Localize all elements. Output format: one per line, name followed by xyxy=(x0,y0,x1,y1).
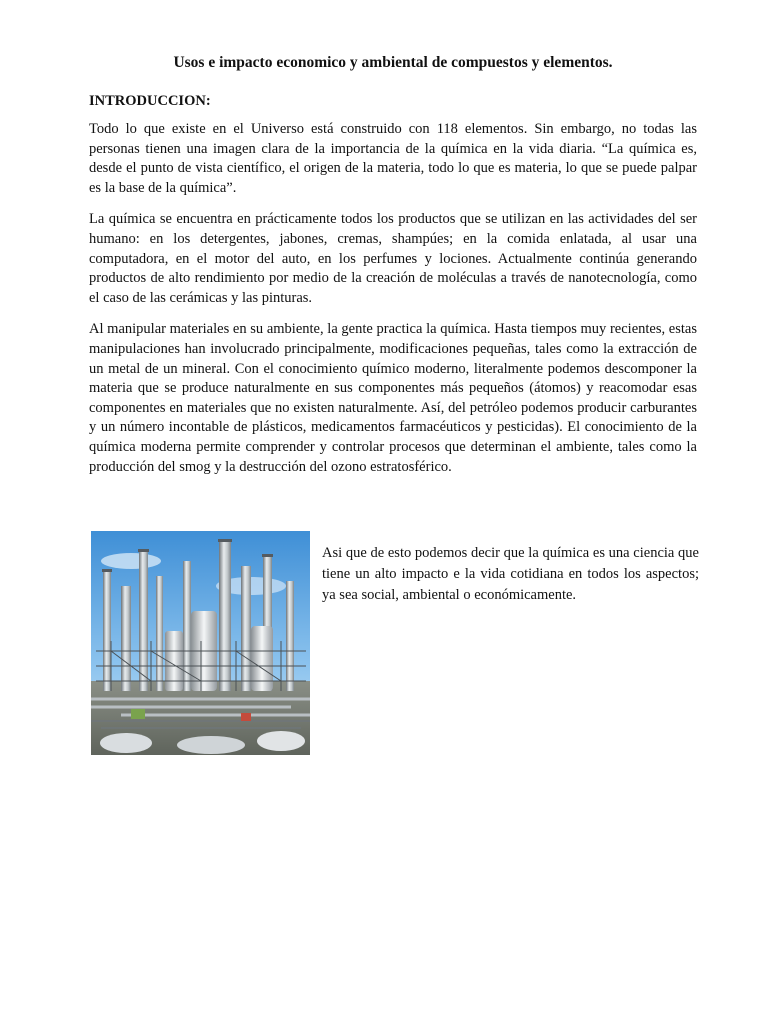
document-body xyxy=(89,50,697,489)
paragraph-1: Todo lo que existe en el Universo está construido con 118 elementos. Sin embargo, no todas las personas tienen una imagen clara de la importancia de la química en la vida diaria. “La química es, desde el punto de vista científico, el origen de la materia, todo lo que es materia, lo que se puede palpar es la base de la química”. xyxy=(89,121,697,196)
document-title: Usos e impacto economico y ambiental de compuestos y elementos. xyxy=(173,54,613,71)
figure-row xyxy=(89,531,699,757)
paragraph-2: La química se encuentra en prácticamente todos los productos que se utilizan en las actividades del ser humano: en los detergentes, jabones, cremas, shampúes; en la comida enlatada, al usar una computadora, en el motor del auto, en los perfumes y lociones. Actualmente continúa generando productos de alto rendimiento por medio de la creación de moléculas a través de nanotecnología, como el caso de las cerámicas y las pinturas. xyxy=(89,211,697,306)
section-heading: INTRODUCCION: xyxy=(89,93,211,109)
side-paragraph: Asi que de esto podemos decir que la química es una ciencia que tiene un alto impacto e la vida cotidiana en todos los aspectos; ya sea social, ambiental o económicamente. xyxy=(322,545,699,603)
paragraph-3: Al manipular materiales en su ambiente, la gente practica la química. Hasta tiempos muy recientes, estas manipulaciones han involucrado principalmente, modificaciones pequeñas, tales como la extracción de un metal de un mineral. Con el conocimiento químico moderno, literalmente podemos descomponer la materia que se produce naturalmente en sus componentes más pequeños (átomos) y reacomodar esas componentes en materiales que no existen naturalmente. Así, del petróleo podemos producir carburantes y un número incontable de plásticos, medicamentos farmacéuticos y pesticidas). El conocimiento de la química moderna permite comprender y controlar procesos que determinan el ambiente, tales como la producción del smog y la destrucción del ozono estratosférico. xyxy=(89,321,697,475)
refinery-photo-icon xyxy=(91,531,310,755)
